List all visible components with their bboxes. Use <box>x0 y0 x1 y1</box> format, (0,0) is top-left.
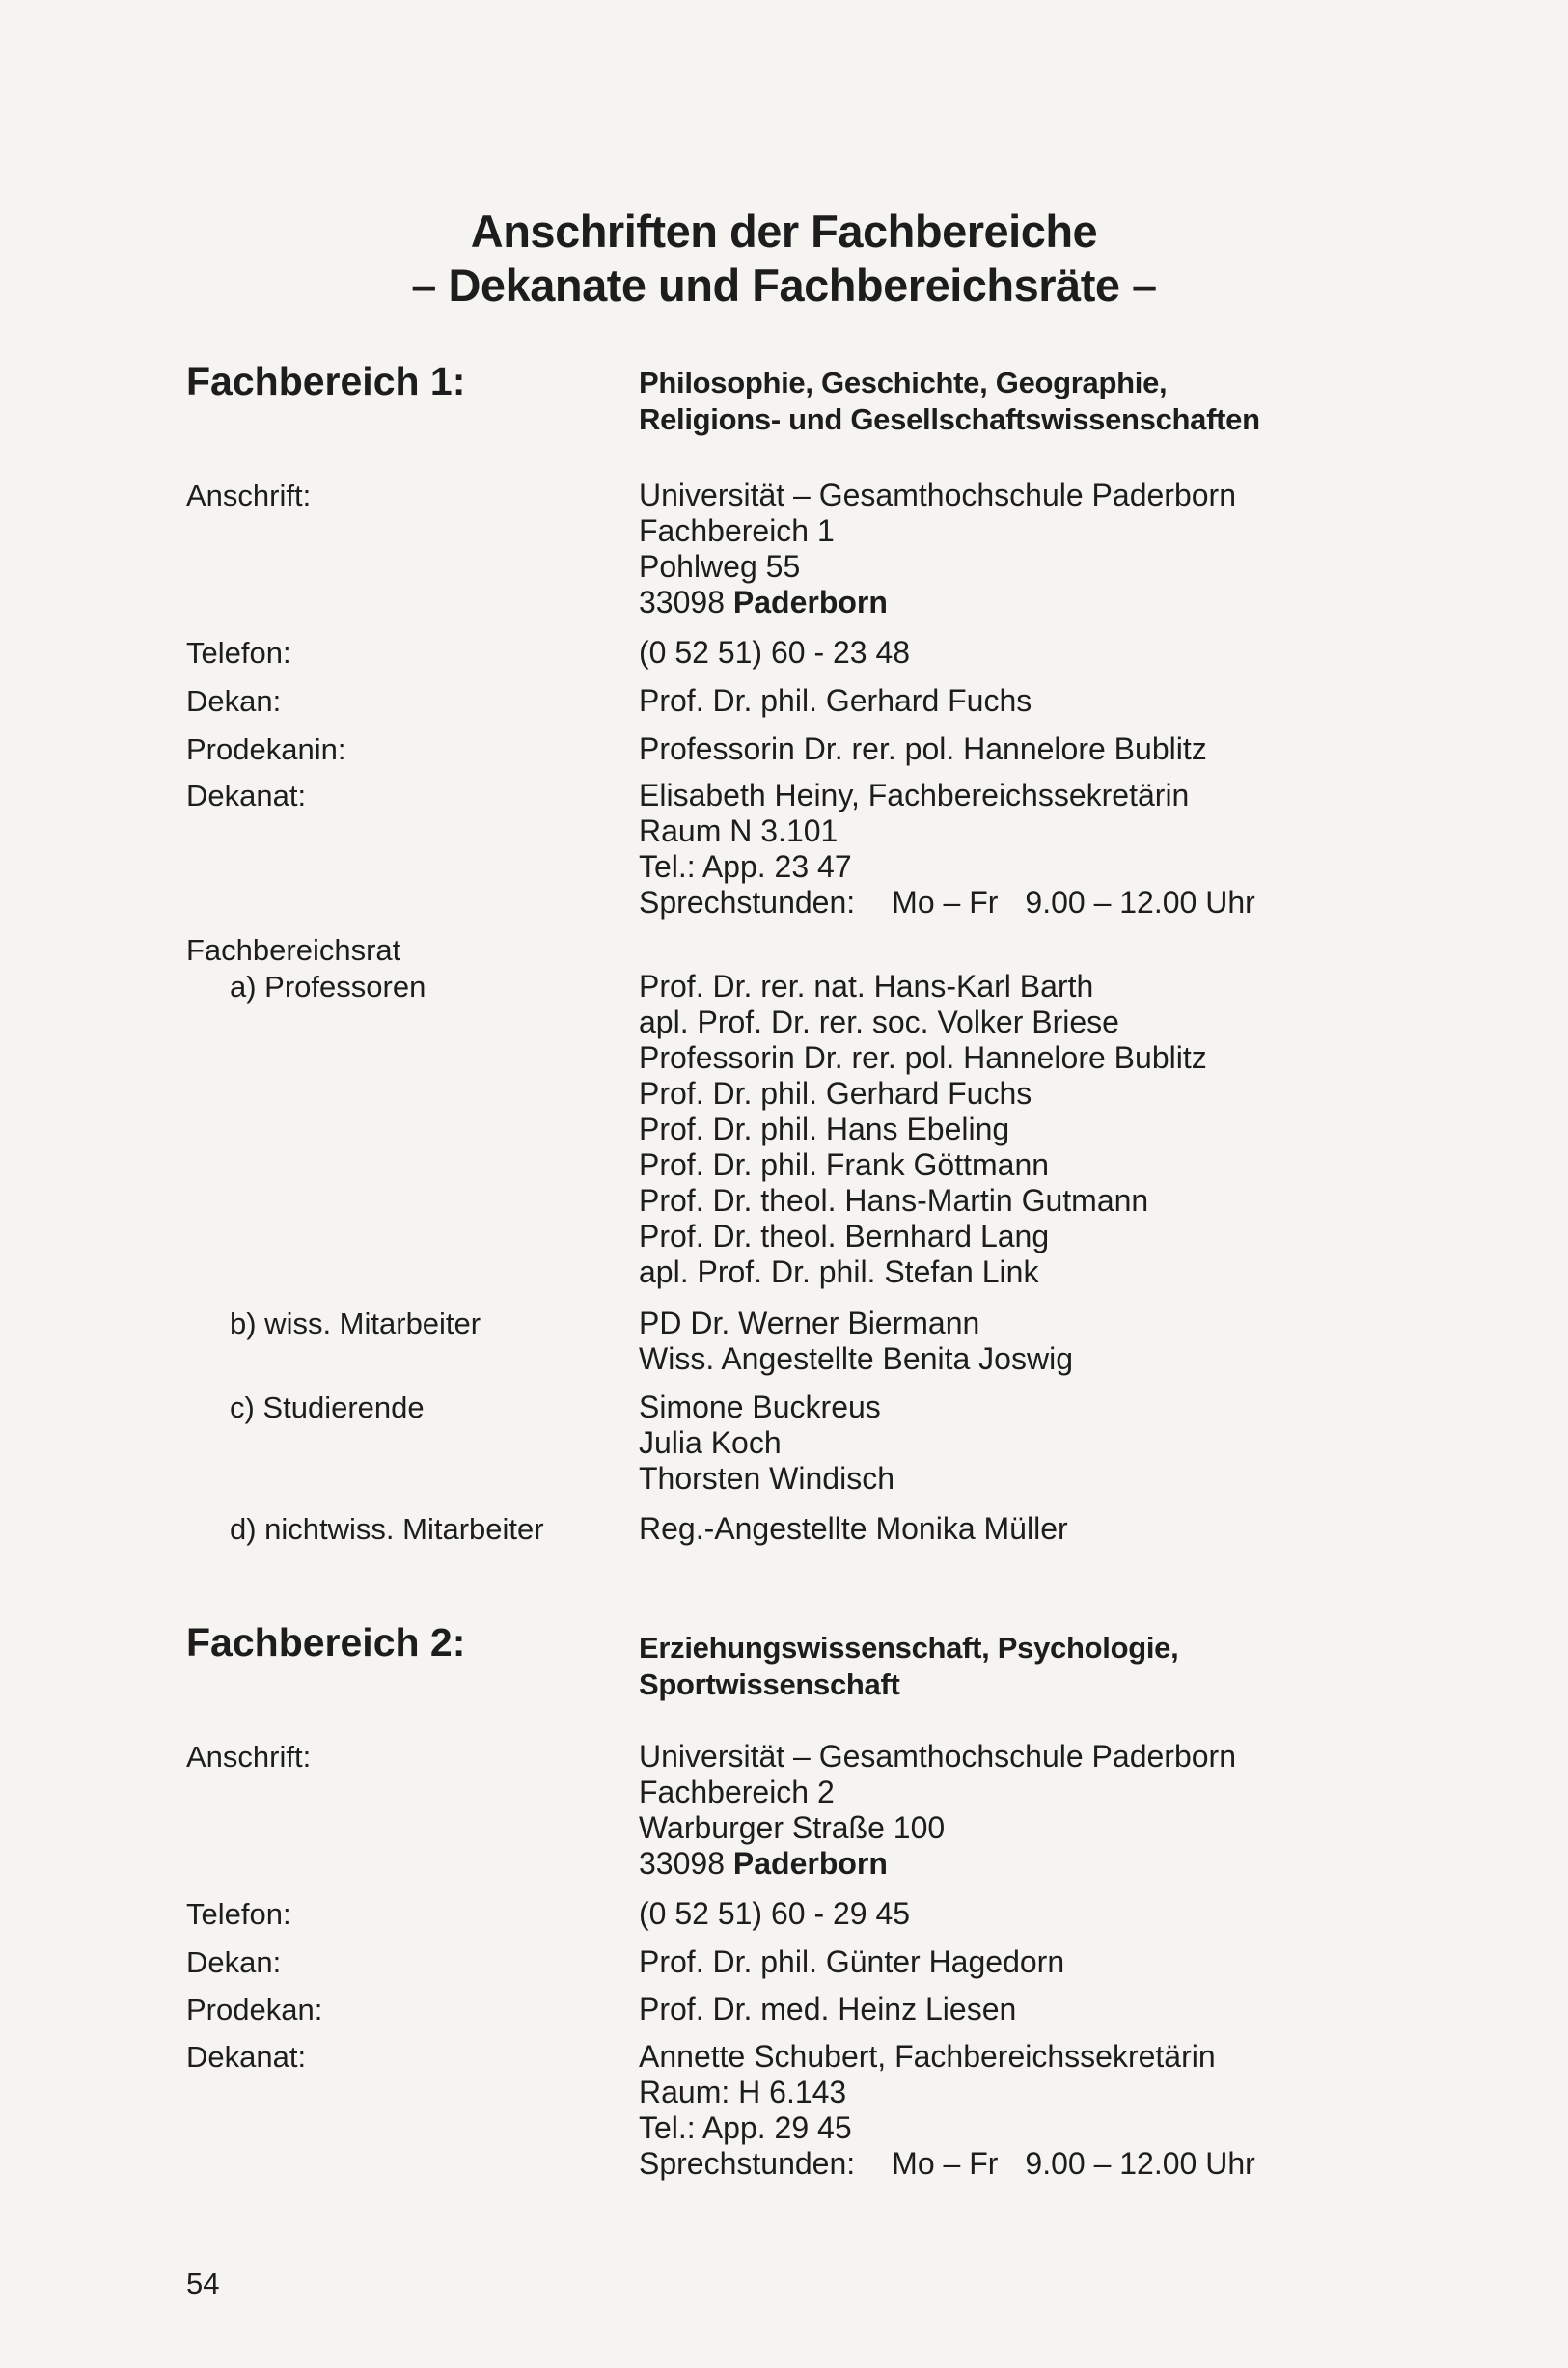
fb1-office-label: Dekanat: <box>186 779 307 812</box>
fb1-vicedean: Professorin Dr. rer. pol. Hannelore Bublitz <box>639 731 1207 766</box>
fb1-professors <box>639 969 1207 1290</box>
fb2-address-label: Anschrift: <box>186 1740 312 1774</box>
fb1-professor: Prof. Dr. phil. Gerhard Fuchs <box>639 1076 1032 1111</box>
fb1-nonacademic-label: d) nichtwiss. Mitarbeiter <box>230 1512 544 1546</box>
fb1-vicedean-label: Prodekanin: <box>186 732 346 766</box>
fb2-hours-label: Sprechstunden: <box>639 2146 856 2181</box>
fb2-postcode: 33098 <box>639 1846 725 1881</box>
fb2-hours-time: 9.00 – 12.00 Uhr <box>1025 2146 1255 2181</box>
fb2-phone-label: Telefon: <box>186 1897 291 1931</box>
fb1-postcode: 33098 <box>639 585 725 620</box>
fb2-dean-label: Dekan: <box>186 1945 282 1979</box>
fb2-office-line: Tel.: App. 29 45 <box>639 2110 852 2145</box>
fb1-professor: Prof. Dr. theol. Bernhard Lang <box>639 1219 1050 1253</box>
fb1-address-line: Pohlweg 55 <box>639 549 801 584</box>
fb1-wiss <box>639 1306 1073 1377</box>
fb2-dean: Prof. Dr. phil. Günter Hagedorn <box>639 1944 1065 1979</box>
fb2-address-line: Warburger Straße 100 <box>639 1810 946 1845</box>
fb1-wiss-label: b) wiss. Mitarbeiter <box>230 1307 481 1340</box>
fb1-dean: Prof. Dr. phil. Gerhard Fuchs <box>639 683 1032 718</box>
fb1-address-line: Fachbereich 1 <box>639 513 835 548</box>
fb1-hours-days: Mo – Fr <box>892 885 999 920</box>
fb2-phone: (0 52 51) 60 - 29 45 <box>639 1896 911 1931</box>
fb1-dean-label: Dekan: <box>186 684 282 718</box>
fb1-subject-line: Philosophie, Geschichte, Geographie, <box>639 366 1168 399</box>
fb1-office-line: Raum N 3.101 <box>639 813 839 848</box>
fb1-hours-time: 9.00 – 12.00 Uhr <box>1025 885 1255 920</box>
fb2-address-line: Fachbereich 2 <box>639 1775 835 1809</box>
fb2-hours-days: Mo – Fr <box>892 2146 999 2181</box>
fb1-professor: Prof. Dr. phil. Hans Ebeling <box>639 1112 1010 1146</box>
fb2-office-label: Dekanat: <box>186 2040 307 2074</box>
fb1-professor: apl. Prof. Dr. rer. soc. Volker Briese <box>639 1005 1119 1039</box>
fb1-students-label: c) Studierende <box>230 1391 425 1424</box>
fb1-address <box>639 478 1236 620</box>
fb2-office-hours <box>639 2146 1255 2182</box>
fb1-wiss-member: Wiss. Angestellte Benita Joswig <box>639 1341 1073 1376</box>
fb1-office-line: Elisabeth Heiny, Fachbereichssekretärin <box>639 778 1190 812</box>
fb1-office-hours <box>639 885 1255 921</box>
page-number: 54 <box>186 2267 220 2300</box>
fb1-heading: Fachbereich 1: <box>186 359 466 403</box>
fb1-subject-line: Religions- und Gesellschaftswissenschaften <box>639 402 1260 436</box>
fb1-phone: (0 52 51) 60 - 23 48 <box>639 635 911 670</box>
fb2-city: Paderborn <box>732 1846 888 1881</box>
fb2-heading: Fachbereich 2: <box>186 1620 466 1665</box>
fb2-subject-line: Erziehungswissenschaft, Psychologie, <box>639 1631 1179 1665</box>
fb1-student: Julia Koch <box>639 1425 782 1460</box>
fb1-students <box>639 1390 894 1497</box>
fb2-office-line: Raum: H 6.143 <box>639 2075 847 2109</box>
fb1-professor: Prof. Dr. rer. nat. Hans-Karl Barth <box>639 969 1094 1004</box>
fb1-council-label: Fachbereichsrat <box>186 933 401 967</box>
fb1-professor: Prof. Dr. phil. Frank Göttmann <box>639 1147 1050 1182</box>
fb2-address-city-line <box>639 1846 1236 1882</box>
fb1-address-label: Anschrift: <box>186 479 312 512</box>
fb1-professor: Professorin Dr. rer. pol. Hannelore Bublitz <box>639 1040 1207 1075</box>
fb1-phone-label: Telefon: <box>186 636 291 670</box>
fb1-professor: Prof. Dr. theol. Hans-Martin Gutmann <box>639 1183 1149 1218</box>
fb2-subject <box>639 1630 1178 1703</box>
page-title-line-2: – Dekanate und Fachbereichsräte – <box>411 260 1157 311</box>
fb2-subject-line: Sportwissenschaft <box>639 1667 900 1701</box>
fb2-office <box>639 2039 1255 2182</box>
fb2-vicedean: Prof. Dr. med. Heinz Liesen <box>639 1992 1017 2026</box>
fb1-student: Thorsten Windisch <box>639 1461 894 1496</box>
fb1-professor: apl. Prof. Dr. phil. Stefan Link <box>639 1254 1039 1289</box>
fb2-address <box>639 1739 1236 1882</box>
fb2-vicedean-label: Prodekan: <box>186 1993 323 2026</box>
fb1-student: Simone Buckreus <box>639 1390 881 1424</box>
fb1-address-line: Universität – Gesamthochschule Paderborn <box>639 478 1236 512</box>
fb1-city: Paderborn <box>732 585 888 620</box>
fb1-professors-label: a) Professoren <box>230 970 426 1004</box>
fb1-address-city-line <box>639 585 1236 620</box>
page-title-line-1: Anschriften der Fachbereiche <box>470 206 1098 257</box>
fb2-office-line: Annette Schubert, Fachbereichssekretärin <box>639 2039 1216 2074</box>
fb2-address-line: Universität – Gesamthochschule Paderborn <box>639 1739 1236 1774</box>
fb1-hours-label: Sprechstunden: <box>639 885 856 920</box>
fb1-office <box>639 778 1255 921</box>
fb1-nonacademic: Reg.-Angestellte Monika Müller <box>639 1511 1068 1546</box>
fb1-office-line: Tel.: App. 23 47 <box>639 849 852 884</box>
fb1-wiss-member: PD Dr. Werner Biermann <box>639 1306 980 1340</box>
fb1-subject <box>639 365 1260 438</box>
